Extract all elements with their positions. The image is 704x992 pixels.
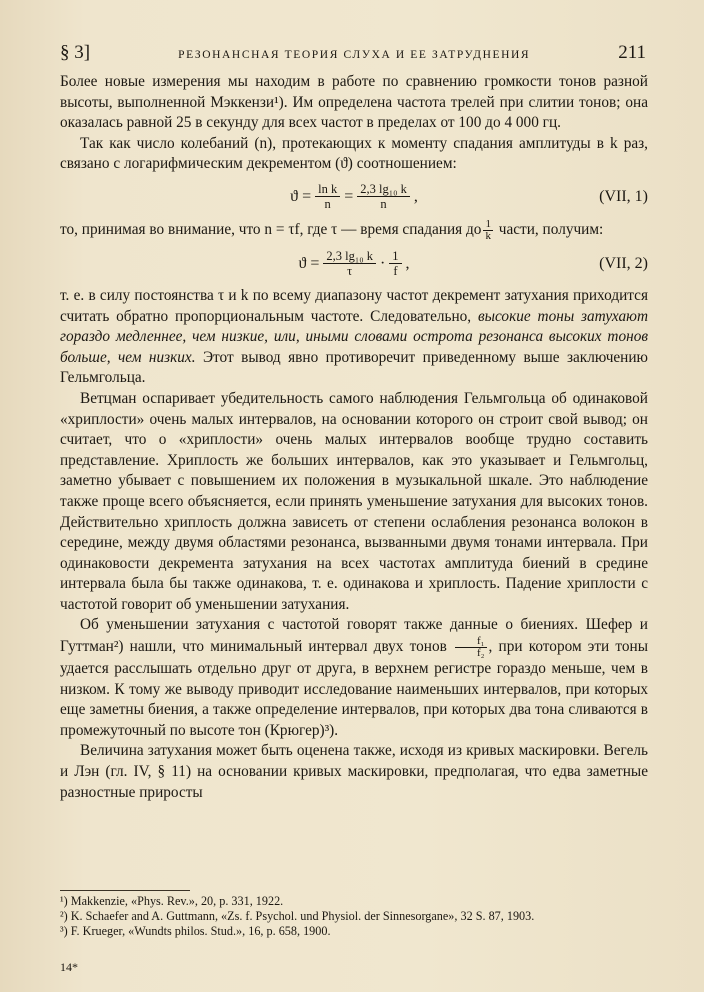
formula-2-frac1-denominator: τ xyxy=(347,264,353,279)
running-title: РЕЗОНАНСНАЯ ТЕОРИЯ СЛУХА И ЕЕ ЗАТРУДНЕНИЯ xyxy=(178,49,531,61)
paragraph-3-start: то, принимая во внимание, что n = τf, где τ — время спадания до xyxy=(60,220,482,238)
paragraph-6-end: , при котором эти тоны удается расслышать отдельно друг от друга, в верхнем регистре гораздо меньше, чем в низком. К тому же выводу приводит исследование наименьших интервалов, при которых еще заметны биения, а также определение интервалов, при которых два тона сливаются в промежуточный по высоте тон (Крюгер)³). xyxy=(60,638,649,739)
formula-2-lhs: ϑ = xyxy=(298,254,320,272)
footnotes xyxy=(60,890,648,939)
paragraph-4-start: т. е. в силу постоянства τ и k по всему диапазону частот декремент затухания приходится считать обратно пропорциональным частоте. Следовательно, xyxy=(60,286,648,325)
formula-2-fraction-lg xyxy=(323,249,376,278)
paragraph-4-italic-conclusion: высокие тоны затухают гораздо медленнее, чем низкие, или, иными словами острота резонанса высоких тонов больше, чем низких. xyxy=(60,307,648,366)
inline-frac-f1: f₁ xyxy=(455,636,487,648)
formula-1-equals: = xyxy=(344,187,354,205)
formula-1-comma: , xyxy=(413,187,418,205)
paragraph-4-end: Этот вывод явно противоречит приведенному выше заключению Гельмгольца. xyxy=(60,348,648,387)
paragraph-6-start: Об уменьшении затухания с частотой говорят также данные о биениях. Шефер и Гуттман²) нашли, что минимальный интервал двух тонов xyxy=(60,616,648,656)
inline-fraction-f1-f2 xyxy=(455,636,487,659)
formula-1-frac1-denominator: n xyxy=(324,197,331,212)
paragraph-3 xyxy=(60,219,648,242)
formula-1-fraction-lg xyxy=(357,182,410,211)
formula-2-frac1-numerator: 2,3 lg₁₀ k xyxy=(323,249,376,264)
paragraph-3-end: части, получим: xyxy=(498,220,604,238)
formula-2-frac2-denominator: f xyxy=(393,264,398,279)
formula-2-frac2-numerator: 1 xyxy=(389,249,401,264)
formula-vii-1 xyxy=(60,175,648,219)
page-header xyxy=(60,42,646,64)
formula-2-number: (VII, 2) xyxy=(599,254,648,272)
paragraph-5: Ветцман оспаривает убедительность самого наблюдения Гельмгольца об одинаковой «хриплости» очень малых интервалов, на основании которого он строит свой вывод; он считает, что о «хриплости» очень малых интервалов вообще трудно составить представление. Хриплость же больших интервалов, как это указывает и Гельмгольц, заметно убывает с повышением их положения в музыкальной шкале. Это наблюдение также проще всего объясняется, если принять уменьшение затухания для высоких тонов. Действительно хриплость должна зависеть от степени ослабления резонанса волокон в середине, между двумя областями резонанса, вызванными двумя тонами интервала. При одинаковости декремента затухания на всех частотах амплитуда биений в средине интервала была бы также одинакова, т. е. одинакова и хриплость. Падение хриплости с частотой говорит об уменьшении затухания. xyxy=(60,389,648,613)
formula-1-frac1-numerator: ln k xyxy=(315,182,340,197)
formula-vii-2 xyxy=(60,242,648,286)
formula-1-lhs: ϑ = xyxy=(290,187,312,205)
paragraph-2: Так как число колебаний (n), протекающих к моменту спадания амплитуды в k раз, связано с логарифмическим декрементом (ϑ) соотношением: xyxy=(60,134,648,173)
formula-1-fraction-ln xyxy=(315,182,340,211)
footnote-divider xyxy=(60,890,190,891)
formula-1-frac2-denominator: n xyxy=(380,197,387,212)
inline-frac-f2: f₂ xyxy=(477,647,485,660)
inline-frac-1k-numerator: 1 xyxy=(485,217,491,230)
main-text xyxy=(60,72,648,803)
footnote-3: ³) F. Krueger, «Wundts philos. Stud.», 16, p. 658, 1900. xyxy=(60,924,331,938)
formula-1-frac2-numerator: 2,3 lg₁₀ k xyxy=(357,182,410,197)
footnote-2: ²) K. Schaefer and A. Guttmann, «Zs. f. Psychol. und Physiol. der Sinnesorgane», 32 S. 87, 1903. xyxy=(60,909,535,923)
paragraph-7: Величина затухания может быть оценена также, исходя из кривых маскировки. Вегель и Лэн (гл. IV, § 11) на основании кривых маскировки, предполагая, что едва заметные разностные приросты xyxy=(60,742,648,801)
paragraph-6 xyxy=(60,615,648,741)
formula-2-dot: · xyxy=(379,254,386,272)
paragraph-1: Более новые измерения мы находим в работе по сравнению громкости тонов разной высоты, выполненной Мэккензи¹). Им определена частота трелей при слитии тонов; она оказалась равной 25 в секунду для всех частот в пределах от 100 до 4 000 гц. xyxy=(60,73,648,132)
footnote-1: ¹) Makkenzie, «Phys. Rev.», 20, p. 331, 1922. xyxy=(60,894,284,908)
inline-fraction-1-over-k xyxy=(483,219,493,242)
paragraph-4 xyxy=(60,286,648,389)
inline-frac-1k-denominator: k xyxy=(485,229,491,242)
formula-1-number: (VII, 1) xyxy=(599,187,648,205)
formula-2-comma: , xyxy=(405,254,410,272)
page-number: 211 xyxy=(618,42,646,63)
printer-signature-mark: 14* xyxy=(60,960,78,974)
section-number: § 3] xyxy=(60,42,91,63)
formula-2-fraction-f xyxy=(389,249,401,278)
